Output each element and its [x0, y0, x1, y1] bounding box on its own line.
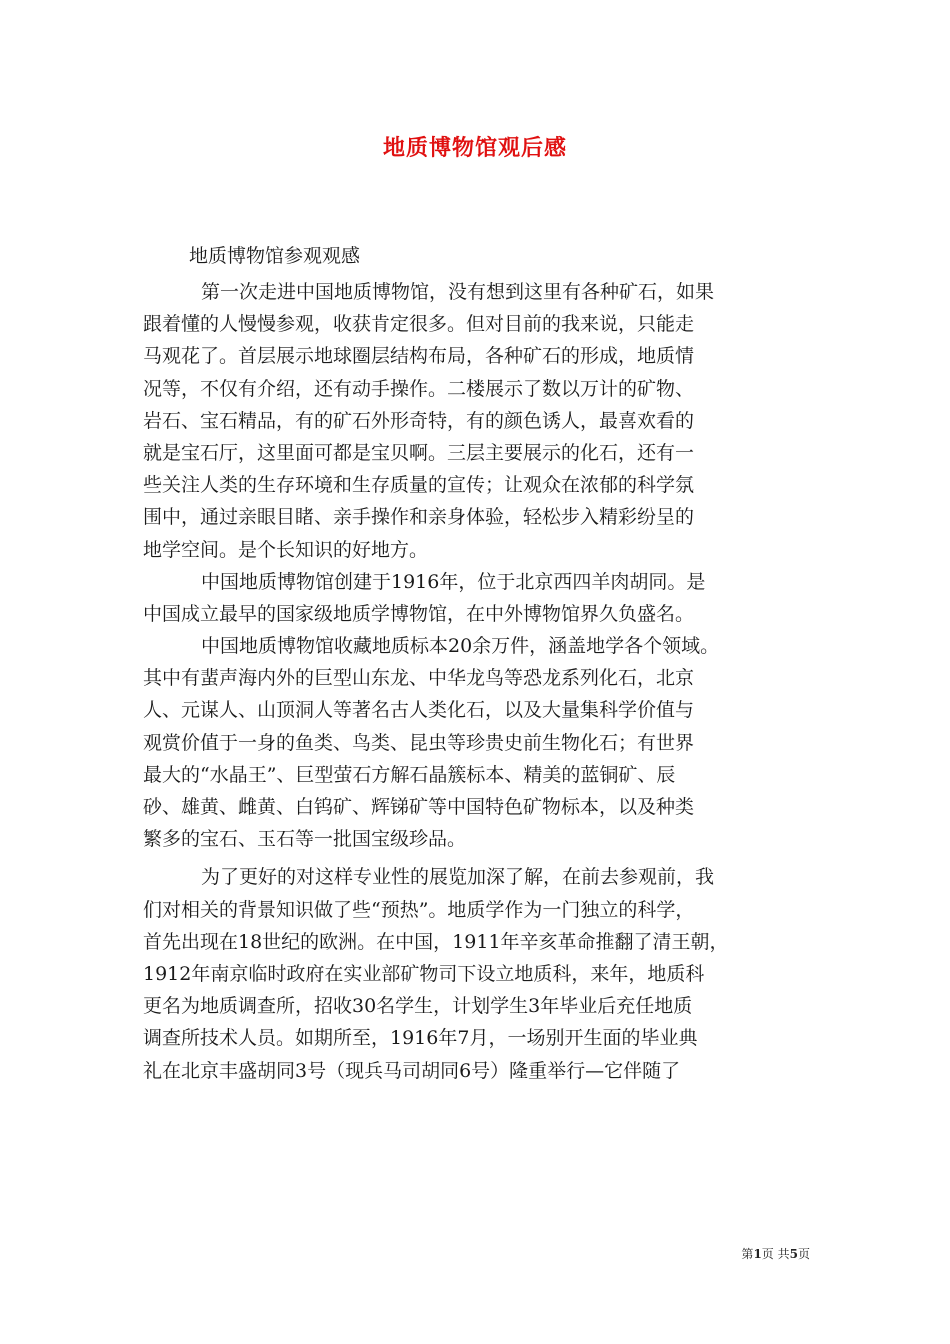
paragraph-line: 中国地质博物馆收藏地质标本20余万件，涵盖地学各个领域。 — [201, 635, 720, 658]
document-subtitle: 地质博物馆参观观感 — [189, 245, 361, 267]
paragraph-line: 礼在北京丰盛胡同3号（现兵马司胡同6号）隆重举行—它伴随了 — [143, 1059, 681, 1082]
current-page-number: 1 — [753, 1247, 762, 1261]
document-title: 地质博物馆观后感 — [382, 135, 567, 161]
paragraph-line: 为了更好的对这样专业性的展览加深了解，在前去参观前，我 — [201, 866, 715, 889]
document-body — [143, 276, 813, 1087]
paragraph-line: 马观花了。首层展示地球圈层结构布局，各种矿石的形成，地质情 — [143, 345, 695, 368]
paragraph-2 — [143, 566, 813, 630]
paragraph-line: 调查所技术人员。如期所至，1916年7月，一场别开生面的毕业典 — [143, 1027, 698, 1050]
paragraph-line: 中国成立最早的国家级地质学博物馆，在中外博物馆界久负盛名。 — [143, 602, 695, 625]
paragraph-line: 地学空间。是个长知识的好地方。 — [143, 538, 429, 561]
paragraph-line: 其中有蜚声海内外的巨型山东龙、中华龙鸟等恐龙系列化石，北京 — [143, 667, 695, 690]
paragraph-line: 更名为地质调查所，招收30名学生，计划学生3年毕业后充任地质 — [143, 995, 693, 1018]
paragraph-4 — [143, 861, 813, 1086]
footer-suffix: 页 — [797, 1247, 810, 1261]
paragraph-3 — [143, 630, 813, 855]
paragraph-line: 首先出现在18世纪的欧洲。在中国，1911年辛亥革命推翻了清王朝， — [143, 930, 729, 953]
paragraph-line: 岩石、宝石精品，有的矿石外形奇特，有的颜色诱人，最喜欢看的 — [143, 409, 695, 432]
footer-middle: 页 共 — [761, 1247, 790, 1261]
paragraph-line: 中国地质博物馆创建于1916年，位于北京西四羊肉胡同。是 — [201, 570, 706, 593]
paragraph-line: 第一次走进中国地质博物馆，没有想到这里有各种矿石，如果 — [201, 281, 715, 303]
paragraph-line: 围中，通过亲眼目睹、亲手操作和亲身体验，轻松步入精彩纷呈的 — [143, 506, 695, 529]
page-footer — [690, 1246, 810, 1262]
paragraph-line: 人、元谋人、山顶洞人等著名古人类化石，以及大量集科学价值与 — [143, 699, 695, 722]
paragraph-line: 观赏价值于一身的鱼类、鸟类、昆虫等珍贵史前生物化石；有世界 — [143, 731, 695, 754]
paragraph-1 — [143, 276, 813, 566]
paragraph-line: 跟着懂的人慢慢参观，收获肯定很多。但对目前的我来说，只能走 — [143, 313, 695, 336]
paragraph-line: 砂、雄黄、雌黄、白钨矿、辉锑矿等中国特色矿物标本，以及种类 — [143, 796, 695, 818]
paragraph-line: 就是宝石厅，这里面可都是宝贝啊。三层主要展示的化石，还有一 — [143, 441, 695, 464]
paragraph-line: 繁多的宝石、玉石等一批国宝级珍品。 — [143, 828, 467, 851]
paragraph-line: 些关注人类的生存环境和生存质量的宣传；让观众在浓郁的科学氛 — [143, 474, 695, 497]
paragraph-line: 况等，不仅有介绍，还有动手操作。二楼展示了数以万计的矿物、 — [143, 377, 695, 400]
footer-prefix: 第 — [741, 1247, 754, 1261]
paragraph-line: 们对相关的背景知识做了些“预热”。地质学作为一门独立的科学， — [143, 898, 695, 921]
paragraph-line: 1912年南京临时政府在实业部矿物司下设立地质科，来年，地质科 — [143, 962, 705, 985]
paragraph-line: 最大的“水晶王”、巨型萤石方解石晶簇标本、精美的蓝铜矿、辰 — [143, 763, 676, 786]
total-pages-number: 5 — [789, 1247, 798, 1261]
